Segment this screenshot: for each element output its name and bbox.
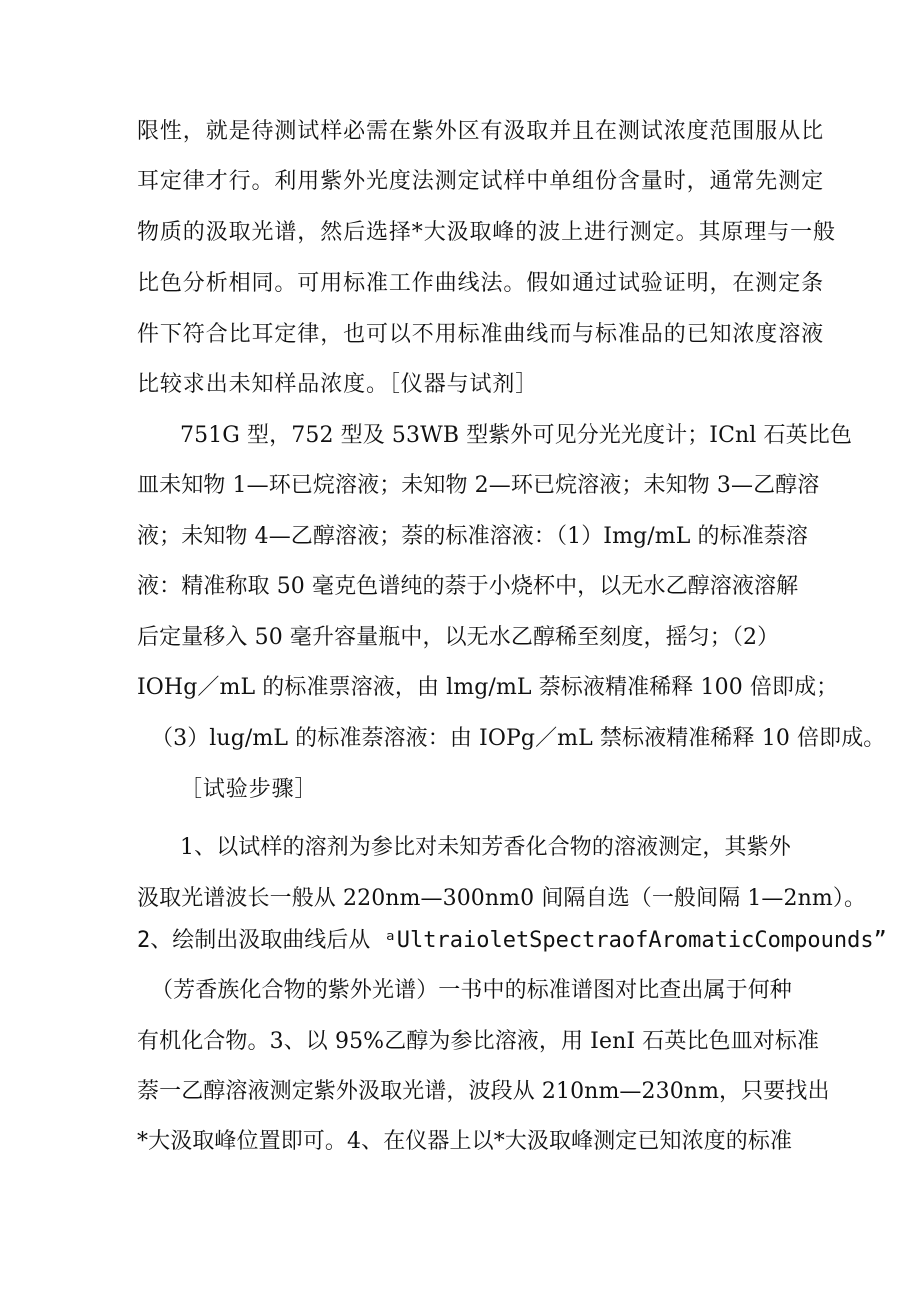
text-line: （3）lug/mL 的标准萘溶液：由 IOPg／mL 禁标液精准稀释 10 倍即成。 xyxy=(151,726,886,751)
text-line: 液；未知物 4—乙醇溶液；萘的标准溶液：（1）Img/mL 的标准萘溶 xyxy=(137,524,808,549)
text-line: 限性，就是待测试样必需在紫外区有汲取并且在测试浓度范围服从比 xyxy=(137,119,825,144)
text-line: 皿未知物 1—环已烷溶液；未知物 2—环已烷溶液；未知物 3—乙醇溶 xyxy=(137,473,820,498)
text-line: （芳香族化合物的紫外光谱）一书中的标准谱图对比查出属于何种 xyxy=(151,978,792,1003)
section-heading: ［试验步骤］ xyxy=(180,777,318,802)
text-line: 萘一乙醇溶液测定紫外汲取光谱，波段从 210nm—230nm，只要找出 xyxy=(137,1079,830,1104)
text-line: 物质的汲取光谱，然后选择*大汲取峰的波上进行测定。其原理与一般 xyxy=(137,220,836,245)
text-line: 耳定律才行。利用紫外光度法测定试样中单组份含量时，通常先测定 xyxy=(137,169,825,194)
text-line: 液：精准称取 50 毫克色谱纯的萘于小烧杯中，以无水乙醇溶液溶解 xyxy=(137,574,799,599)
text-line: 件下符合比耳定律，也可以不用标准曲线而与标准品的已知浓度溶液 xyxy=(137,322,825,347)
text-line: *大汲取峰位置即可。4、在仪器上以*大汲取峰测定已知浓度的标准 xyxy=(137,1129,793,1154)
text-line: 汲取光谱波长一般从 220nm—300nm0 间隔自选（一般间隔 1—2nm）。 xyxy=(137,886,867,911)
text-line: 1、以试样的溶剂为参比对未知芳香化合物的溶液测定，其紫外 xyxy=(180,835,791,860)
text-line: 有机化合物。3、以 95%乙醇为参比溶液，用 IenI 石英比色皿对标准 xyxy=(137,1029,820,1054)
text-line: 2、绘制出汲取曲线后从 ᵃUltraioletSpectraofAromaticCompounds” xyxy=(137,928,887,953)
text-line: 后定量移入 50 毫升容量瓶中，以无水乙醇稀至刻度，摇匀；（2） xyxy=(137,625,780,650)
text-line: 751G 型，752 型及 53WB 型紫外可见分光光度计；ICnl 石英比色 xyxy=(180,423,852,448)
text-line: 比较求出未知样品浓度。［仪器与试剂］ xyxy=(137,372,539,397)
text-line: 比色分析相同。可用标准工作曲线法。假如通过试验证明，在测定条 xyxy=(137,271,825,296)
text-line: IOHg／mL 的标准票溶液，由 lmg/mL 萘标液精准稀释 100 倍即成； xyxy=(137,675,839,700)
